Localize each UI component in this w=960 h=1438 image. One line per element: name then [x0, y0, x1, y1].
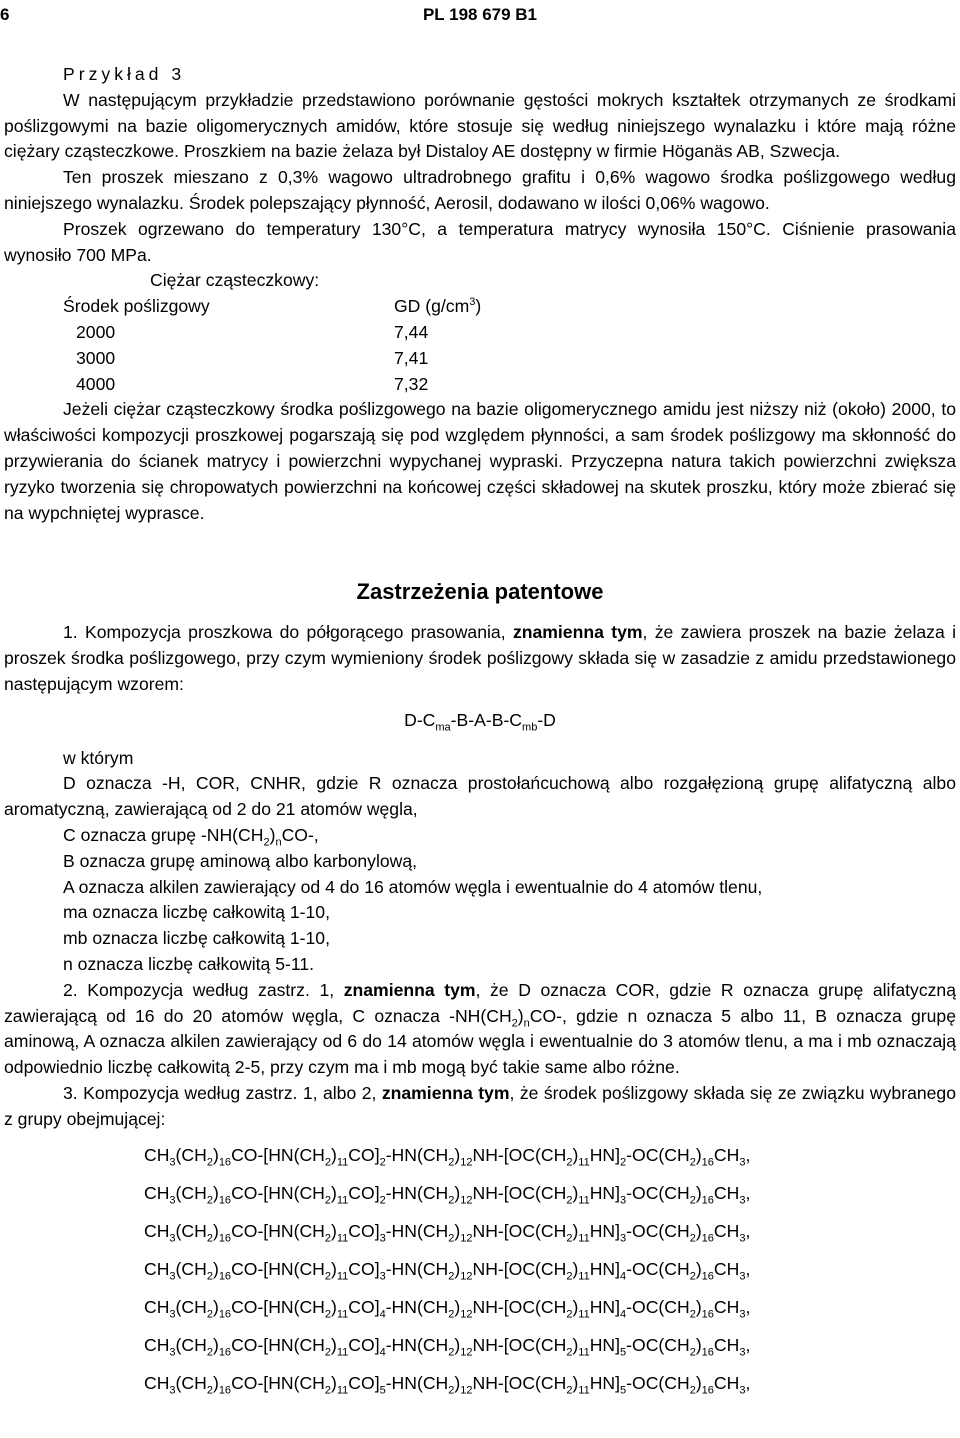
- page-number: 6: [0, 5, 10, 24]
- compound-formula: $CH_3(CH_2)_{16}CO-[HN(CH_2)_{11}CO]_4-HN(CH_2)_{12}NH-[OC(CH_2)_{11}HN]_4-OC(CH_2)_{16}CH_3$,: [144, 1297, 751, 1321]
- table-row: [4, 346, 956, 372]
- compound-formula: $CH_3(CH_2)_{16}CO-[HN(CH_2)_{11}CO]_3-HN(CH_2)_{12}NH-[OC(CH_2)_{11}HN]_4-OC(CH_2)_{16}CH_3$,: [144, 1259, 751, 1283]
- table-cell: 3000: [76, 347, 116, 368]
- general-formula: $D-C_{ma}-B-A-B-C_{mb}-D$: [404, 709, 556, 734]
- table-row: [4, 320, 956, 346]
- definition: n oznacza liczbę całkowitą 5-11.: [63, 953, 315, 974]
- example-title: Przykład 3: [63, 64, 186, 84]
- document-body: [4, 62, 956, 1402]
- table-cell: 7,44: [394, 321, 429, 342]
- claim-2: 2. Kompozycja według zastrz. 1, znamienna tym, że D oznacza COR, gdzie R oznacza grupę alifatyczną zawierającą od 16 do 20 atomów węgla, C oznacza $-NH(CH_2)_nCO-$, gdzie n oznacza 5 albo 11, B oznacza grupę aminową, A oznacza alkilen zawierający od 6 do 14 atomów węgla i ewentualnie do 3 atomów tlenu, a ma i mb oznaczają odpowiednio liczbę całkowitą 2-5, przy czym ma i mb mogą być takie same albo różne.: [4, 979, 956, 1078]
- definition: C oznacza grupę $-NH(CH_2)_nCO-$,: [63, 824, 319, 849]
- results-table: [4, 268, 956, 397]
- column-header: Środek poślizgowy: [63, 296, 210, 317]
- page-header: [0, 2, 960, 24]
- table-header-row: [4, 294, 956, 320]
- definition: D oznacza -H, COR, CNHR, gdzie R oznacza prostołańcuchową albo rozgałęzioną grupę alifatyczną albo aromatyczną, zawierającą od 2 do 21 atomów węgla,: [4, 773, 956, 820]
- table-row: [4, 372, 956, 398]
- table-caption: Ciężar cząsteczkowy:: [150, 270, 320, 291]
- patent-number: PL 198 679 B1: [422, 5, 538, 24]
- definition: B oznacza grupę aminową albo karbonylową,: [63, 850, 418, 871]
- claims-heading: Zastrzeżenia patentowe: [356, 579, 604, 605]
- paragraph: Proszek ogrzewano do temperatury 130°C, a temperatura matrycy wynosiła 150°C. Ciśnienie prasowania wynosiło 700 MPa.: [4, 218, 956, 265]
- definition: w którym: [63, 747, 134, 768]
- definition: mb oznacza liczbę całkowitą 1-10,: [63, 928, 330, 949]
- compound-formula: $CH_3(CH_2)_{16}CO-[HN(CH_2)_{11}CO]_5-HN(CH_2)_{12}NH-[OC(CH_2)_{11}HN]_5-OC(CH_2)_{16}CH_3$,: [144, 1373, 751, 1397]
- definition: ma oznacza liczbę całkowitą 1-10,: [63, 902, 330, 923]
- table-cell: 7,41: [394, 347, 429, 368]
- claim-3: 3. Kompozycja według zastrz. 1, albo 2, znamienna tym, że środek poślizgowy składa się ze związku wybranego z grupy obejmującej:: [4, 1082, 956, 1129]
- compound-formula: $CH_3(CH_2)_{16}CO-[HN(CH_2)_{11}CO]_4-HN(CH_2)_{12}NH-[OC(CH_2)_{11}HN]_5-OC(CH_2)_{16}CH_3$,: [144, 1335, 751, 1359]
- table-cell: 2000: [76, 321, 116, 342]
- compound-list: [4, 1136, 956, 1402]
- table-cell: 4000: [76, 373, 116, 394]
- paragraph: W następującym przykładzie przedstawiono porównanie gęstości mokrych kształtek otrzymanych ze środkami poślizgowymi na bazie oligomerycznych amidów, które stosuje się według niniejszego wynalazku i które mają różne ciężary cząsteczkowe. Proszkiem na bazie żelaza był Distaloy AE dostępny w firmie Höganäs AB, Szwecja.: [4, 89, 956, 162]
- paragraph: Ten proszek mieszano z 0,3% wagowo ultradrobnego grafitu i 0,6% wagowo środka poślizgowego według niniejszego wynalazku. Środek polepszający płynność, Aerosil, dodawano w ilości 0,06% wagowo.: [4, 167, 956, 213]
- compound-formula: $CH_3(CH_2)_{16}CO-[HN(CH_2)_{11}CO]_2-HN(CH_2)_{12}NH-[OC(CH_2)_{11}HN]_3-OC(CH_2)_{16}CH_3$,: [144, 1183, 751, 1207]
- table-cell: 7,32: [394, 373, 429, 394]
- compound-formula: $CH_3(CH_2)_{16}CO-[HN(CH_2)_{11}CO]_3-HN(CH_2)_{12}NH-[OC(CH_2)_{11}HN]_3-OC(CH_2)_{16}CH_3$,: [144, 1221, 751, 1245]
- paragraph: Jeżeli ciężar cząsteczkowy środka poślizgowego na bazie oligomerycznego amidu jest niższy niż (około) 2000, to właściwości kompozycji proszkowej pogarszają się pod względem płynności, a sam środek poślizgowy ma skłonność do przywierania do ścianek matrycy i powierzchni wypychanej wypraski. Przyczepna natura takich powierzchni zwiększa ryzyko tworzenia się chropowatych powierzchni na końcowej części składowej na skutek proszku, który może zbierać się na wypchniętej wyprasce.: [4, 399, 956, 523]
- compound-formula: $CH_3(CH_2)_{16}CO-[HN(CH_2)_{11}CO]_2-HN(CH_2)_{12}NH-[OC(CH_2)_{11}HN]_2-OC(CH_2)_{16}CH_3$,: [144, 1145, 751, 1169]
- column-header: GD $(g/cm^3)$: [394, 296, 482, 317]
- claim-1: 1. Kompozycja proszkowa do półgorącego prasowania, znamienna tym, że zawiera proszek na bazie żelaza i proszek środka poślizgowego, przy czym wymieniony środek poślizgowy składa się w zasadzie z amidu przedstawionego następującym wzorem:: [4, 622, 956, 694]
- definition: A oznacza alkilen zawierający od 4 do 16 atomów węgla i ewentualnie do 4 atomów tlenu,: [63, 876, 763, 897]
